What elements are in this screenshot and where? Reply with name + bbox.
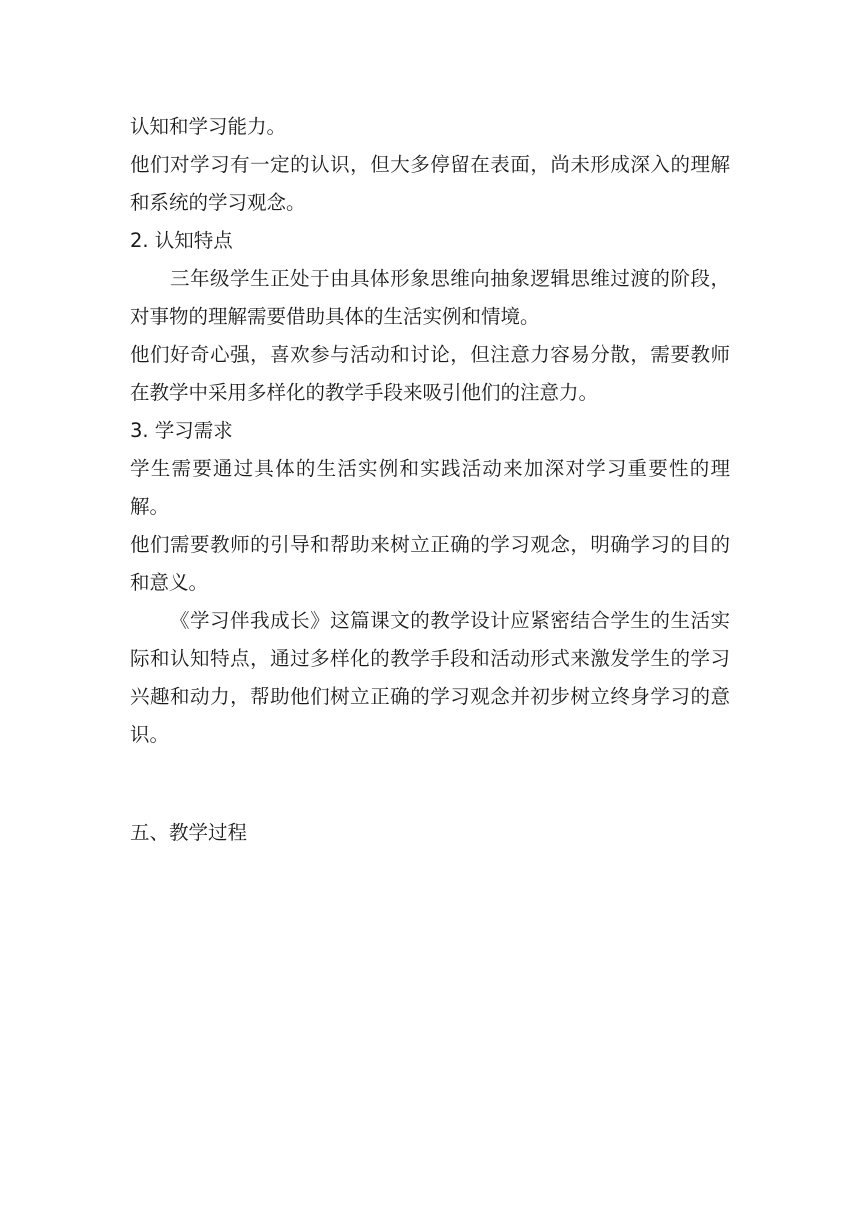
paragraph-line: 解。 (130, 495, 170, 518)
paragraph-line: 学生需要通过具体的生活实例和实践活动来加深对学习重要性的理 (130, 457, 730, 480)
paragraph-line: 三年级学生正处于由具体形象思维向抽象逻辑思维过渡的阶段， (170, 267, 730, 290)
paragraph-line: 识。 (130, 723, 170, 746)
paragraph-line: 他们需要教师的引导和帮助来树立正确的学习观念，明确学习的目的 (130, 533, 730, 556)
paragraph-line: 对事物的理解需要借助具体的生活实例和情境。 (130, 305, 540, 328)
paragraph-line: 认知和学习能力。 (130, 115, 287, 138)
section-heading-teaching-process: 五、教学过程 (130, 821, 248, 844)
paragraph-line: 和意义。 (130, 571, 209, 594)
paragraph-line: 际和认知特点，通过多样化的教学手段和活动形式来激发学生的学习 (130, 647, 730, 670)
paragraph-line: 他们对学习有一定的认识，但大多停留在表面，尚未形成深入的理解 (130, 153, 730, 176)
paragraph-line: 他们好奇心强，喜欢参与活动和讨论，但注意力容易分散，需要教师 (130, 343, 730, 366)
document-body (130, 108, 730, 852)
paragraph-line: 和系统的学习观念。 (130, 191, 306, 214)
section-spacer (130, 754, 730, 814)
paragraph-line: 兴趣和动力，帮助他们树立正确的学习观念并初步树立终身学习的意 (130, 685, 730, 708)
section-heading-learning-needs: 3. 学习需求 (130, 419, 233, 442)
paragraph-line: 在教学中采用多样化的教学手段来吸引他们的注意力。 (130, 381, 599, 404)
paragraph-line: 《学习伴我成长》这篇课文的教学设计应紧密结合学生的生活实 (170, 609, 730, 632)
section-heading-cognitive-traits: 2. 认知特点 (130, 229, 233, 252)
